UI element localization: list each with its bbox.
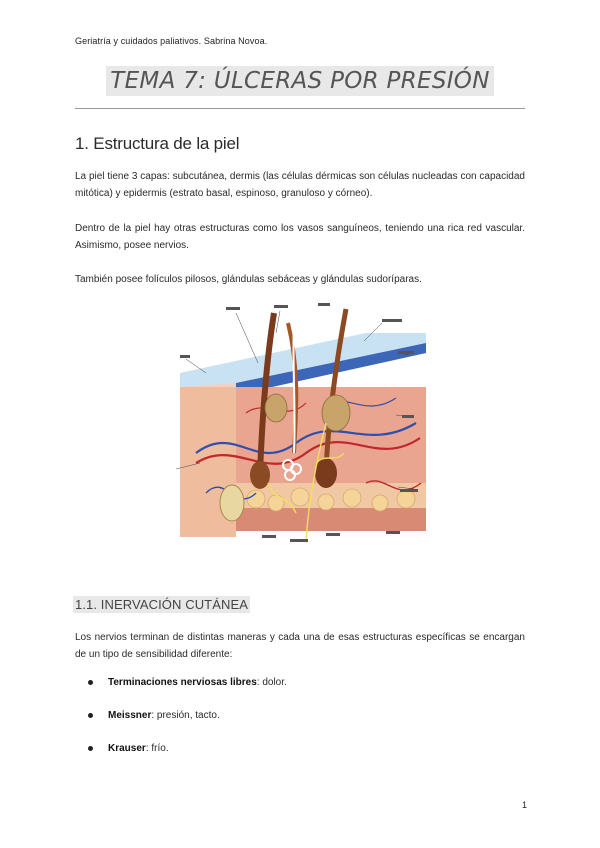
title-block (0, 66, 600, 96)
paragraph-nerves: Los nervios terminan de distintas maneras y cada una de esas estructuras específicas se encargan de un tipo de sensibilidad diferente: (75, 632, 525, 660)
document-header: Geriatría y cuidados paliativos. Sabrina Novoa. (75, 36, 268, 46)
list-item-desc: : presión, tacto. (151, 710, 220, 721)
list-item-term: Meissner (108, 710, 152, 721)
bullet-icon (88, 746, 93, 751)
list-item-desc: : dolor. (256, 677, 287, 688)
skin-cross-section-image (176, 303, 434, 555)
list-item (88, 742, 287, 775)
skin-diagram (176, 303, 434, 555)
bullet-icon (88, 680, 93, 685)
list-item (88, 709, 287, 742)
bullet-icon (88, 713, 93, 718)
section-heading: 1. Estructura de la piel (75, 134, 240, 153)
list-item-term: Terminaciones nerviosas libres (108, 677, 257, 688)
page-number: 1 (522, 800, 528, 810)
paragraph-follicles: También posee folículos pilosos, glándulas sebáceas y glándulas sudoríparas. (75, 274, 422, 285)
list-item-desc: : frío. (145, 743, 169, 754)
list-item-term: Krauser (108, 743, 146, 754)
title-divider (75, 108, 525, 109)
paragraph-skin-layers: La piel tiene 3 capas: subcutánea, dermis (las células dérmicas son células nucleadas con capacidad mitótica) y epidermis (estrato basal, espinoso, granuloso y córneo). (75, 171, 525, 199)
paragraph-vessels: Dentro de la piel hay otras estructuras como los vasos sanguíneos, teniendo una rica red vascular. Asimismo, posee nervios. (75, 223, 525, 251)
page-title: TEMA 7: ÚLCERAS POR PRESIÓN (106, 66, 493, 96)
sensory-endings-list (88, 676, 287, 775)
subsection-heading: 1.1. INERVACIÓN CUTÁNEA (75, 597, 249, 612)
list-item (88, 676, 287, 709)
